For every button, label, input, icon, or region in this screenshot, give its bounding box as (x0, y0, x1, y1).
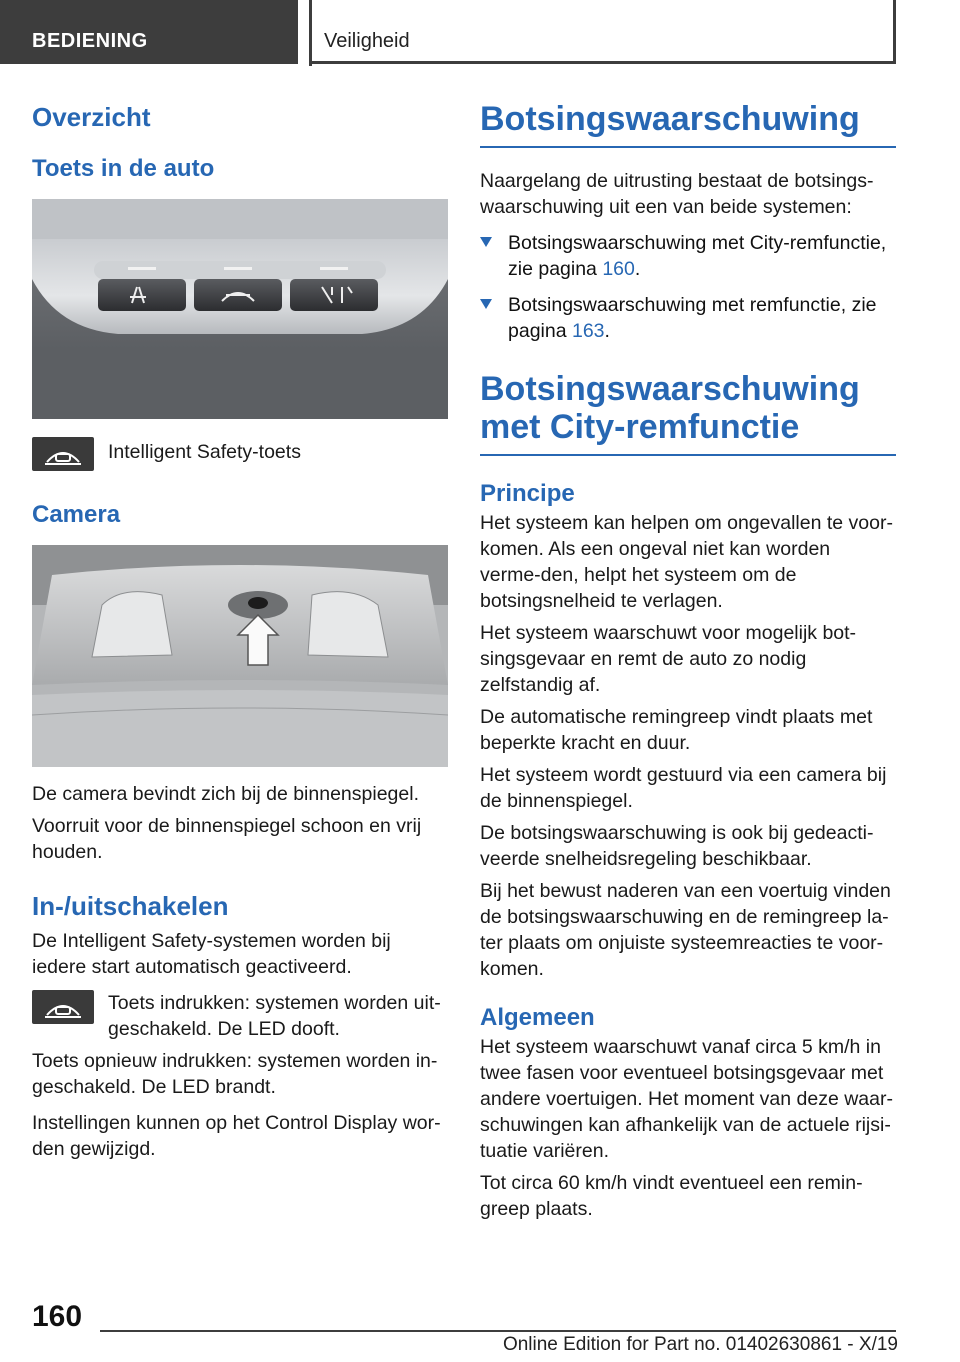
onoff-intro-text: De Intelligent Safety-systemen worden bij iedere start automatisch geactiveerd. (32, 930, 391, 978)
overview-heading: Overzicht (32, 102, 151, 132)
list-item (480, 230, 896, 282)
principle-heading: Principe (480, 480, 575, 507)
camera-image (32, 545, 448, 767)
camera-heading: Camera (32, 501, 121, 528)
list-item-text: Botsingswaarschuwing met remfunctie, zie pagina (508, 294, 877, 342)
button-panel-image (32, 199, 448, 419)
collision-warning-heading: Botsingswaarschuwing (480, 100, 896, 148)
city-brake-heading: Botsingswaarschuwing met City-remfunctie (480, 370, 896, 456)
systems-list (480, 230, 896, 344)
bullet-triangle-icon (480, 237, 492, 247)
principle-text-3: De automatische remingreep vindt plaats met beperkte kracht en duur. (480, 706, 873, 754)
principle-text-5: De botsingswaarschuwing is ook bij gedeacti-veerde snelheidsregeling beschikbaar. (480, 822, 874, 870)
camera-cleaning-text: Voorruit voor de binnenspiegel schoon en vrij houden. (32, 815, 422, 863)
onoff-reenable-text: Toets opnieuw indrukken: systemen worden in-geschakeld. De LED brandt. (32, 1050, 438, 1098)
page-link[interactable]: 163 (571, 320, 605, 342)
edition-text: Online Edition for Part no. 01402630861 - X/19 (502, 1334, 898, 1355)
principle-text-1: Het systeem kan helpen om ongevallen te voor-komen. Als een ongeval niet kan worden verme-den, helpt het systeem om de botsingsnelheid te verlagen. (480, 512, 893, 612)
safety-button-legend (32, 437, 448, 471)
list-item-period: . (634, 258, 641, 280)
collision-intro-text: Naargelang de uitrusting bestaat de botsings-waarschuwing uit een van beide systemen: (480, 170, 874, 218)
left-column (32, 100, 448, 1162)
principle-text-4: Het systeem wordt gestuurd via een camera bij de binnenspiegel. (480, 764, 887, 812)
general-text-2: Tot circa 60 km/h vindt eventueel een remin-greep plaats. (480, 1172, 863, 1220)
onoff-button-legend (32, 990, 448, 1042)
section-tab: BEDIENING (0, 0, 298, 64)
onoff-button-text: Toets indrukken: systemen worden uit-geschakeld. De LED dooft. (108, 992, 441, 1040)
intelligent-safety-icon (32, 990, 94, 1024)
page-header (0, 0, 960, 66)
principle-text-2: Het systeem waarschuwt voor mogelijk bot-singsgevaar en remt de auto zo nodig zelfstandig af. (480, 622, 857, 696)
safety-button-caption: Intelligent Safety-toets (108, 441, 301, 463)
right-column (480, 100, 896, 1222)
onoff-heading: In-/uitschakelen (32, 891, 229, 921)
intelligent-safety-icon (32, 437, 94, 471)
bullet-triangle-icon (480, 299, 492, 309)
list-item (480, 292, 896, 344)
camera-location-text: De camera bevindt zich bij de binnenspiegel. (32, 783, 419, 805)
button-heading: Toets in de auto (32, 155, 215, 182)
footer-rule (100, 1330, 896, 1332)
page-number: 160 (32, 1300, 83, 1333)
list-item-period: . (604, 320, 610, 342)
list-item-text: Botsingswaarschuwing met City-remfunctie, zie pagina (508, 232, 887, 280)
onoff-settings-text: Instellingen kunnen op het Control Display wor-den gewijzigd. (32, 1112, 441, 1160)
principle-text-6: Bij het bewust naderen van een voertuig vinden de botsingswaarschuwing en de remingreep la-ter plaats om onjuiste systeemreacties te voor-komen. (480, 880, 891, 980)
general-text-1: Het systeem waarschuwt vanaf circa 5 km/h in twee fasen voor eventueel botsingsgevaar met andere voertuigen. Het moment van deze waar-schuwingen kan afhankelijk van de actuele rijsi-tuatie variëren. (480, 1036, 893, 1162)
page-link[interactable]: 160 (602, 258, 635, 280)
general-heading: Algemeen (480, 1004, 595, 1031)
topic-label: Veiligheid (312, 0, 896, 64)
